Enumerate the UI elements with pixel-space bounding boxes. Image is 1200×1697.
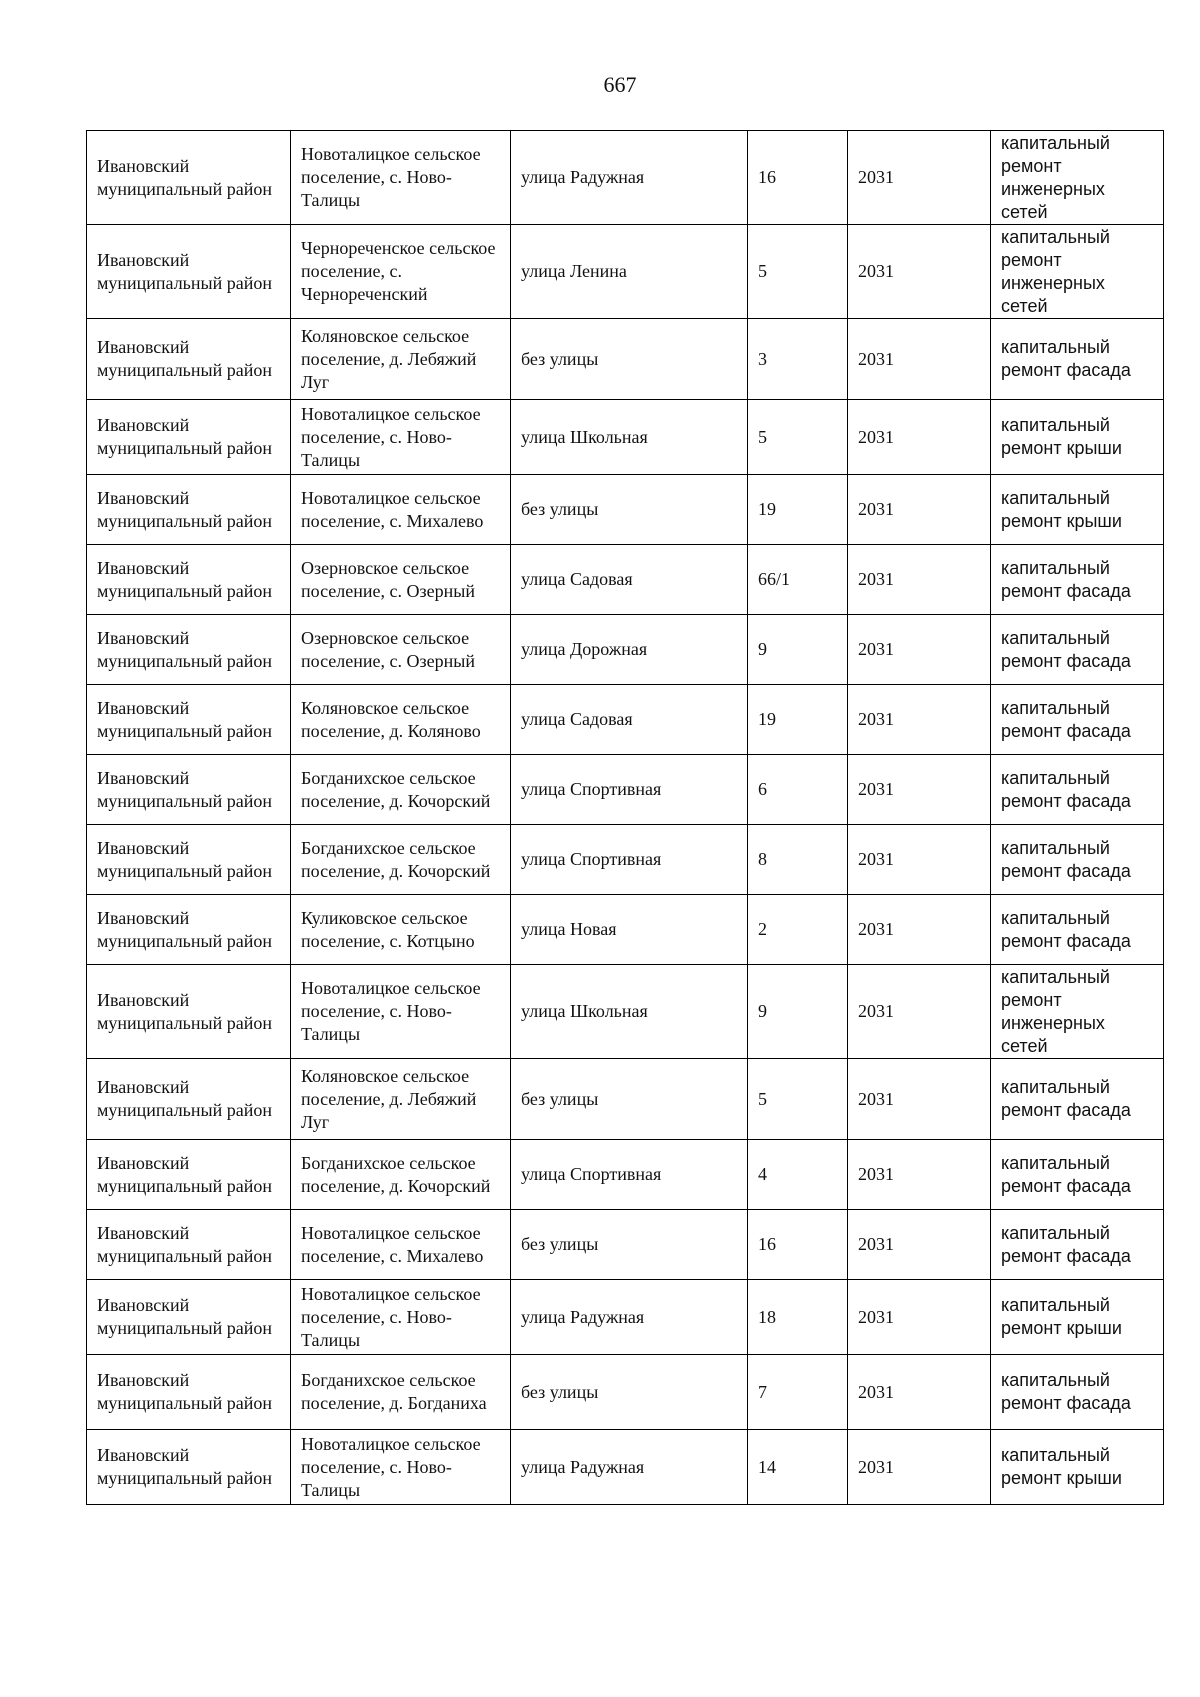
house-number-cell: 7 (748, 1355, 848, 1430)
table-row (87, 825, 1164, 895)
year-cell: 2031 (848, 1280, 991, 1355)
work-type-cell: капитальный ремонт фасада (991, 1140, 1164, 1210)
district-cell: Ивановский муниципальный район (87, 1430, 291, 1505)
settlement-cell: Богданихское сельское поселение, д. Кочорский (291, 825, 511, 895)
work-type-cell: капитальный ремонт фасада (991, 685, 1164, 755)
district-cell: Ивановский муниципальный район (87, 1140, 291, 1210)
year-cell: 2031 (848, 545, 991, 615)
district-cell: Ивановский муниципальный район (87, 685, 291, 755)
house-number-cell: 5 (748, 225, 848, 319)
table-row (87, 965, 1164, 1059)
house-number-cell: 8 (748, 825, 848, 895)
settlement-cell: Новоталицкое сельское поселение, с. Ново-Талицы (291, 965, 511, 1059)
street-cell: улица Дорожная (511, 615, 748, 685)
house-number-cell: 16 (748, 1210, 848, 1280)
year-cell: 2031 (848, 1140, 991, 1210)
street-cell: без улицы (511, 475, 748, 545)
house-number-cell: 14 (748, 1430, 848, 1505)
street-cell: улица Радужная (511, 1430, 748, 1505)
year-cell: 2031 (848, 825, 991, 895)
table-row (87, 1430, 1164, 1505)
settlement-cell: Богданихское сельское поселение, д. Богданиха (291, 1355, 511, 1430)
street-cell: без улицы (511, 319, 748, 400)
settlement-cell: Новоталицкое сельское поселение, с. Михалево (291, 475, 511, 545)
district-cell: Ивановский муниципальный район (87, 319, 291, 400)
street-cell: без улицы (511, 1210, 748, 1280)
house-number-cell: 18 (748, 1280, 848, 1355)
street-cell: улица Школьная (511, 400, 748, 475)
house-number-cell: 2 (748, 895, 848, 965)
district-cell: Ивановский муниципальный район (87, 755, 291, 825)
table-row (87, 1059, 1164, 1140)
district-cell: Ивановский муниципальный район (87, 400, 291, 475)
table-row (87, 1210, 1164, 1280)
work-type-cell: капитальный ремонт фасада (991, 319, 1164, 400)
year-cell: 2031 (848, 965, 991, 1059)
district-cell: Ивановский муниципальный район (87, 545, 291, 615)
registry-table (86, 130, 1164, 1505)
street-cell: без улицы (511, 1059, 748, 1140)
house-number-cell: 19 (748, 475, 848, 545)
street-cell: улица Садовая (511, 545, 748, 615)
work-type-cell: капитальный ремонт инженерных сетей (991, 225, 1164, 319)
settlement-cell: Озерновское сельское поселение, с. Озерный (291, 545, 511, 615)
work-type-cell: капитальный ремонт инженерных сетей (991, 965, 1164, 1059)
table-row (87, 319, 1164, 400)
district-cell: Ивановский муниципальный район (87, 1059, 291, 1140)
district-cell: Ивановский муниципальный район (87, 131, 291, 225)
year-cell: 2031 (848, 475, 991, 545)
table-row (87, 685, 1164, 755)
table-row (87, 1280, 1164, 1355)
work-type-cell: капитальный ремонт фасада (991, 545, 1164, 615)
table-row (87, 1355, 1164, 1430)
year-cell: 2031 (848, 1430, 991, 1505)
district-cell: Ивановский муниципальный район (87, 965, 291, 1059)
work-type-cell: капитальный ремонт крыши (991, 400, 1164, 475)
settlement-cell: Коляновское сельское поселение, д. Коляново (291, 685, 511, 755)
settlement-cell: Коляновское сельское поселение, д. Лебяжий Луг (291, 1059, 511, 1140)
house-number-cell: 6 (748, 755, 848, 825)
work-type-cell: капитальный ремонт фасада (991, 1210, 1164, 1280)
table-row (87, 615, 1164, 685)
work-type-cell: капитальный ремонт фасада (991, 1059, 1164, 1140)
street-cell: улица Радужная (511, 131, 748, 225)
table-row (87, 225, 1164, 319)
year-cell: 2031 (848, 400, 991, 475)
work-type-cell: капитальный ремонт фасада (991, 825, 1164, 895)
year-cell: 2031 (848, 131, 991, 225)
work-type-cell: капитальный ремонт крыши (991, 475, 1164, 545)
settlement-cell: Новоталицкое сельское поселение, с. Ново-Талицы (291, 1280, 511, 1355)
house-number-cell: 5 (748, 400, 848, 475)
settlement-cell: Коляновское сельское поселение, д. Лебяжий Луг (291, 319, 511, 400)
house-number-cell: 9 (748, 615, 848, 685)
table-row (87, 895, 1164, 965)
house-number-cell: 66/1 (748, 545, 848, 615)
year-cell: 2031 (848, 1210, 991, 1280)
house-number-cell: 9 (748, 965, 848, 1059)
settlement-cell: Новоталицкое сельское поселение, с. Ново-Талицы (291, 131, 511, 225)
table-row (87, 131, 1164, 225)
street-cell: без улицы (511, 1355, 748, 1430)
settlement-cell: Новоталицкое сельское поселение, с. Михалево (291, 1210, 511, 1280)
registry-table-body (87, 131, 1164, 1505)
year-cell: 2031 (848, 615, 991, 685)
year-cell: 2031 (848, 755, 991, 825)
street-cell: улица Спортивная (511, 1140, 748, 1210)
table-row (87, 1140, 1164, 1210)
house-number-cell: 4 (748, 1140, 848, 1210)
table-row (87, 475, 1164, 545)
work-type-cell: капитальный ремонт фасада (991, 755, 1164, 825)
year-cell: 2031 (848, 685, 991, 755)
district-cell: Ивановский муниципальный район (87, 1355, 291, 1430)
settlement-cell: Новоталицкое сельское поселение, с. Ново-Талицы (291, 400, 511, 475)
district-cell: Ивановский муниципальный район (87, 1280, 291, 1355)
page-number: 667 (603, 72, 637, 97)
street-cell: улица Спортивная (511, 755, 748, 825)
district-cell: Ивановский муниципальный район (87, 615, 291, 685)
settlement-cell: Куликовское сельское поселение, с. Котцыно (291, 895, 511, 965)
street-cell: улица Ленина (511, 225, 748, 319)
street-cell: улица Новая (511, 895, 748, 965)
table-row (87, 755, 1164, 825)
street-cell: улица Садовая (511, 685, 748, 755)
settlement-cell: Богданихское сельское поселение, д. Кочорский (291, 755, 511, 825)
district-cell: Ивановский муниципальный район (87, 475, 291, 545)
year-cell: 2031 (848, 1355, 991, 1430)
work-type-cell: капитальный ремонт фасада (991, 895, 1164, 965)
year-cell: 2031 (848, 319, 991, 400)
settlement-cell: Чернореченское сельское поселение, с. Чернореченский (291, 225, 511, 319)
year-cell: 2031 (848, 895, 991, 965)
street-cell: улица Спортивная (511, 825, 748, 895)
settlement-cell: Озерновское сельское поселение, с. Озерный (291, 615, 511, 685)
house-number-cell: 19 (748, 685, 848, 755)
work-type-cell: капитальный ремонт фасада (991, 1355, 1164, 1430)
work-type-cell: капитальный ремонт крыши (991, 1280, 1164, 1355)
year-cell: 2031 (848, 225, 991, 319)
house-number-cell: 5 (748, 1059, 848, 1140)
district-cell: Ивановский муниципальный район (87, 225, 291, 319)
work-type-cell: капитальный ремонт фасада (991, 615, 1164, 685)
district-cell: Ивановский муниципальный район (87, 1210, 291, 1280)
settlement-cell: Новоталицкое сельское поселение, с. Ново-Талицы (291, 1430, 511, 1505)
house-number-cell: 16 (748, 131, 848, 225)
table-row (87, 545, 1164, 615)
table-row (87, 400, 1164, 475)
work-type-cell: капитальный ремонт инженерных сетей (991, 131, 1164, 225)
house-number-cell: 3 (748, 319, 848, 400)
street-cell: улица Радужная (511, 1280, 748, 1355)
district-cell: Ивановский муниципальный район (87, 825, 291, 895)
district-cell: Ивановский муниципальный район (87, 895, 291, 965)
year-cell: 2031 (848, 1059, 991, 1140)
street-cell: улица Школьная (511, 965, 748, 1059)
work-type-cell: капитальный ремонт крыши (991, 1430, 1164, 1505)
settlement-cell: Богданихское сельское поселение, д. Кочорский (291, 1140, 511, 1210)
